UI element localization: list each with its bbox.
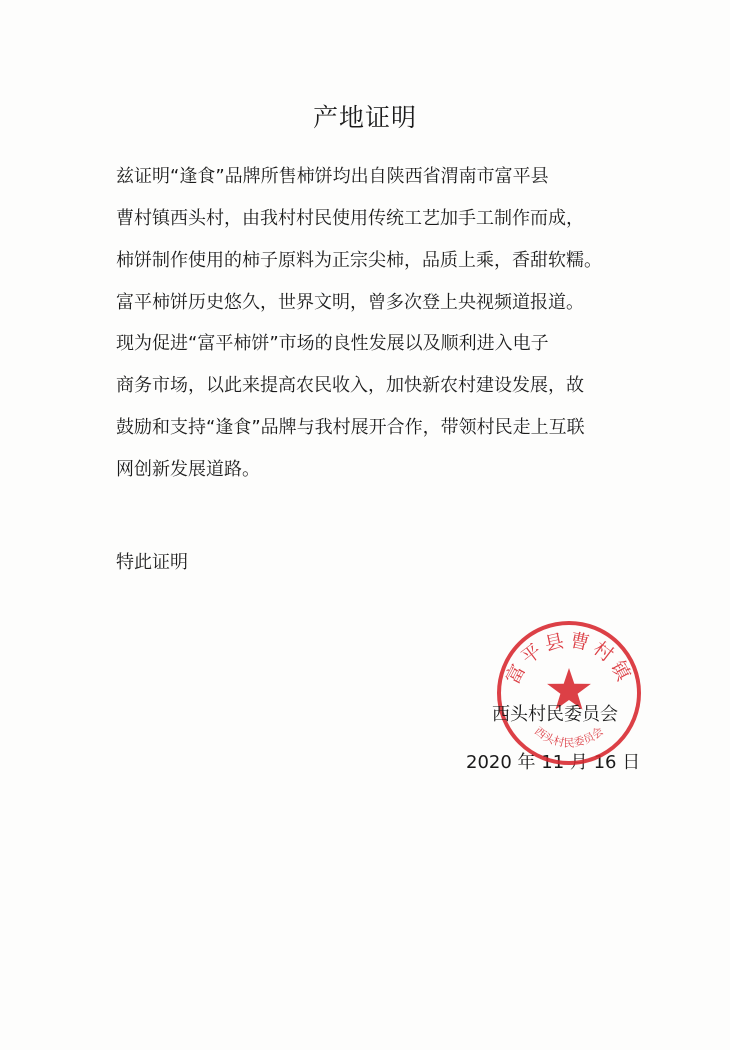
seal-bottom-text: 西头村民委员会 xyxy=(532,724,606,750)
paragraph-1 xyxy=(116,156,636,324)
paragraph-2 xyxy=(116,323,636,491)
paragraph-1-line: 曹村镇西头村，由我村村民使用传统工艺加手工制作而成， xyxy=(116,208,584,229)
seal-top-text: 富平县曹村镇 xyxy=(501,629,637,688)
paragraph-1-line: 兹证明“逢食”品牌所售柿饼均出自陕西省渭南市富平县 xyxy=(116,166,549,187)
issue-date: 2020 年 11 月 16 日 xyxy=(466,752,641,773)
closing-statement: 特此证明 xyxy=(116,552,188,573)
paragraph-1-line: 富平柿饼历史悠久，世界文明，曾多次登上央视频道报道。 xyxy=(116,292,584,313)
issuing-organization: 西头村民委员会 xyxy=(492,704,618,725)
official-seal xyxy=(494,618,644,768)
paragraph-1-line: 柿饼制作使用的柿子原料为正宗尖柿，品质上乘，香甜软糯。 xyxy=(116,250,602,271)
document-title: 产地证明 xyxy=(312,103,417,132)
paragraph-2-line: 鼓励和支持“逢食”品牌与我村展开合作，带领村民走上互联 xyxy=(116,417,585,438)
paragraph-2-line: 商务市场，以此来提高农民收入，加快新农村建设发展，故 xyxy=(116,375,584,396)
paragraph-2-line: 现为促进“富平柿饼”市场的良性发展以及顺利进入电子 xyxy=(116,333,549,354)
paragraph-2-line: 网创新发展道路。 xyxy=(116,459,260,480)
